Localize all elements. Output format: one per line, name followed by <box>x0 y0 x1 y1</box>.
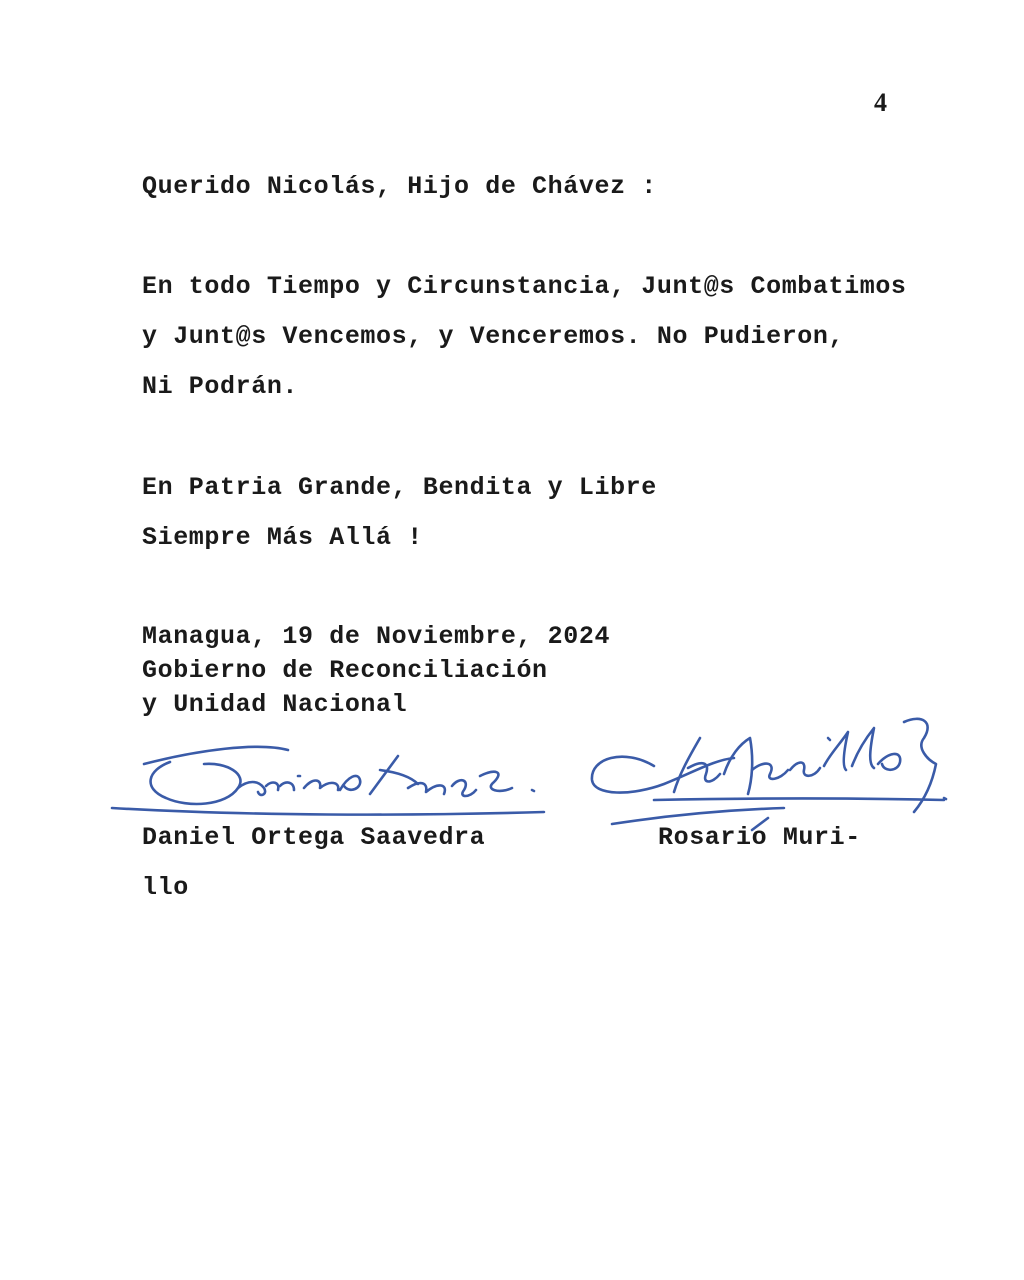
paragraph2-line2: Siempre Más Allá ! <box>142 523 423 552</box>
signatory-left-name: Daniel Ortega Saavedra <box>142 823 486 852</box>
signatory-right-name: Rosario Muri- <box>658 823 861 852</box>
page-number: 4 <box>874 88 887 117</box>
paragraph1-line2: y Junt@s Vencemos, y Venceremos. No Pudieron, <box>142 322 845 351</box>
paragraph2-line1: En Patria Grande, Bendita y Libre <box>142 473 657 502</box>
paragraph1-line3: Ni Podrán. <box>142 372 299 401</box>
paragraph1-line1: En todo Tiempo y Circunstancia, Junt@s Combatimos <box>142 272 907 301</box>
org-line2: y Unidad Nacional <box>142 690 408 719</box>
signature-rosario-murillo <box>584 708 954 838</box>
org-line1: Gobierno de Reconciliación <box>142 656 548 685</box>
signature-daniel-ortega <box>108 736 558 826</box>
place-date: Managua, 19 de Noviembre, 2024 <box>142 622 611 651</box>
salutation: Querido Nicolás, Hijo de Chávez : <box>142 172 657 201</box>
signatory-right-name-continued: llo <box>142 873 189 902</box>
